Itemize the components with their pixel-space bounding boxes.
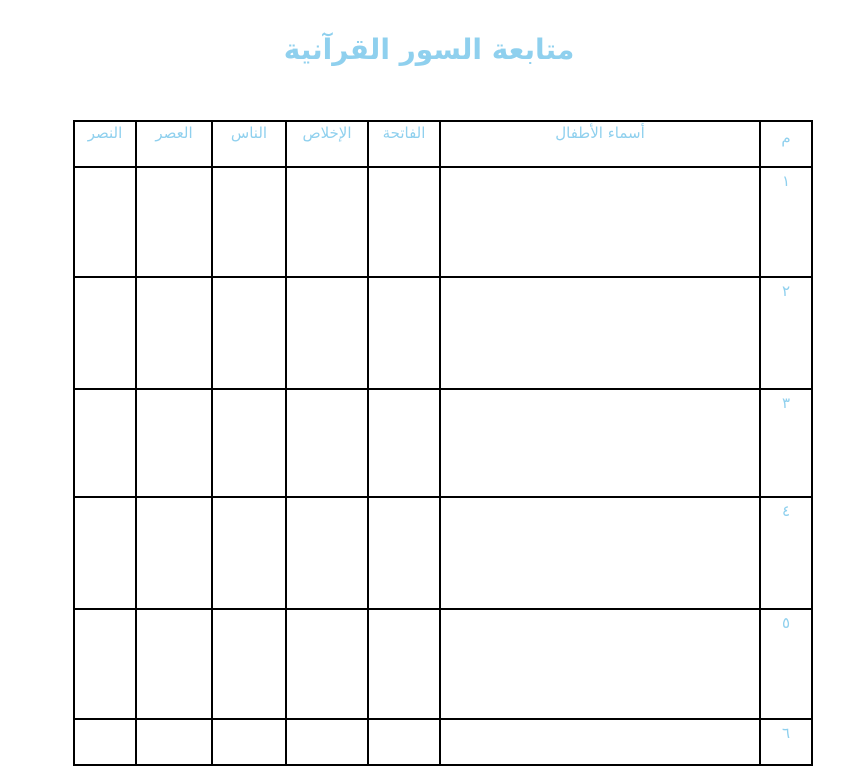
ikhlas-cell[interactable] — [286, 389, 368, 497]
asr-cell[interactable] — [136, 609, 212, 719]
nas-cell[interactable] — [212, 167, 286, 277]
table-row — [74, 719, 812, 765]
asr-cell[interactable] — [136, 719, 212, 765]
header-an-nas: الناس — [212, 121, 286, 167]
ikhlas-cell[interactable] — [286, 609, 368, 719]
row-number: ٢ — [760, 277, 812, 389]
fatiha-cell[interactable] — [368, 497, 440, 609]
row-number: ١ — [760, 167, 812, 277]
child-name-cell[interactable] — [440, 389, 760, 497]
nas-cell[interactable] — [212, 277, 286, 389]
page-title: متابعة السور القرآنية — [283, 33, 575, 66]
nasr-cell[interactable] — [74, 389, 136, 497]
table-row — [74, 389, 812, 497]
nasr-cell[interactable] — [74, 167, 136, 277]
ikhlas-cell[interactable] — [286, 167, 368, 277]
fatiha-cell[interactable] — [368, 609, 440, 719]
header-an-nasr: النصر — [74, 121, 136, 167]
asr-cell[interactable] — [136, 497, 212, 609]
row-number: ٥ — [760, 609, 812, 719]
ikhlas-cell[interactable] — [286, 277, 368, 389]
fatiha-cell[interactable] — [368, 389, 440, 497]
asr-cell[interactable] — [136, 277, 212, 389]
header-child-names: أسماء الأطفال — [440, 121, 760, 167]
ikhlas-cell[interactable] — [286, 719, 368, 765]
nasr-cell[interactable] — [74, 609, 136, 719]
nasr-cell[interactable] — [74, 277, 136, 389]
nas-cell[interactable] — [212, 609, 286, 719]
header-al-asr: العصر — [136, 121, 212, 167]
asr-cell[interactable] — [136, 167, 212, 277]
header-al-ikhlas: الإخلاص — [286, 121, 368, 167]
row-number: ٤ — [760, 497, 812, 609]
child-name-cell[interactable] — [440, 167, 760, 277]
table-row — [74, 497, 812, 609]
asr-cell[interactable] — [136, 389, 212, 497]
table-row — [74, 277, 812, 389]
child-name-cell[interactable] — [440, 497, 760, 609]
table-row — [74, 609, 812, 719]
nas-cell[interactable] — [212, 389, 286, 497]
fatiha-cell[interactable] — [368, 167, 440, 277]
child-name-cell[interactable] — [440, 277, 760, 389]
header-number: م — [760, 121, 812, 167]
row-number: ٣ — [760, 389, 812, 497]
row-number: ٦ — [760, 719, 812, 765]
child-name-cell[interactable] — [440, 719, 760, 765]
child-name-cell[interactable] — [440, 609, 760, 719]
header-al-fatiha: الفاتحة — [368, 121, 440, 167]
fatiha-cell[interactable] — [368, 719, 440, 765]
nas-cell[interactable] — [212, 719, 286, 765]
table-header-row — [74, 121, 812, 167]
surah-tracking-table — [73, 120, 813, 766]
nasr-cell[interactable] — [74, 719, 136, 765]
table-row — [74, 167, 812, 277]
fatiha-cell[interactable] — [368, 277, 440, 389]
ikhlas-cell[interactable] — [286, 497, 368, 609]
nas-cell[interactable] — [212, 497, 286, 609]
nasr-cell[interactable] — [74, 497, 136, 609]
